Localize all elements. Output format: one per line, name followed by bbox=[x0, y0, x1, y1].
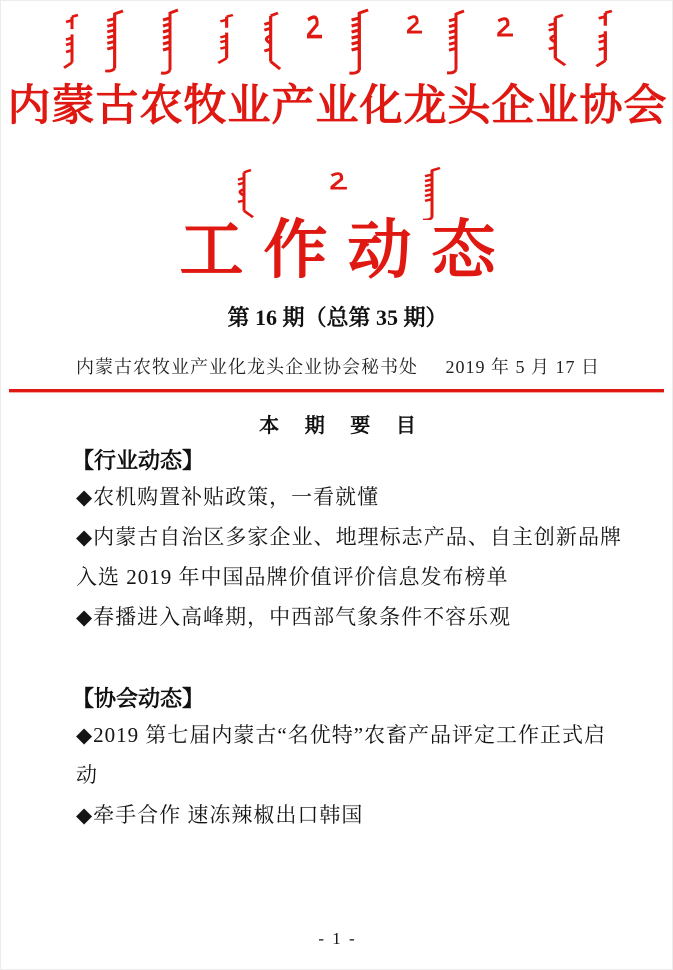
mongolian-word-glyph bbox=[597, 11, 612, 66]
mongolian-script-row-icon bbox=[1, 7, 673, 75]
toc-item: ◆春播进入高峰期，中西部气象条件不容乐观 bbox=[76, 605, 512, 629]
mongolian-word-glyph bbox=[349, 10, 368, 73]
section-industry-news bbox=[72, 445, 622, 637]
publisher-name: 内蒙古农牧业产业化龙头企业协会秘书处 bbox=[76, 357, 418, 377]
mongolian-script-header bbox=[1, 7, 673, 75]
toc-item: ◆牵手合作 速冻辣椒出口韩国 bbox=[76, 803, 364, 827]
issue-number: 第 16 期（总第 35 期） bbox=[227, 305, 448, 330]
toc-item: ◆2019 第七届内蒙古“名优特”农畜产品评定工作正式启动 bbox=[76, 723, 607, 787]
section-title: 【协会动态】 bbox=[72, 686, 205, 711]
organization-title: 内蒙古农牧业产业化龙头企业协会 bbox=[7, 83, 668, 130]
mongolian-word-glyph bbox=[161, 10, 178, 73]
toc-heading: 本 期 要 目 bbox=[259, 415, 426, 437]
toc-body bbox=[72, 445, 622, 835]
mongolian-word-glyph bbox=[264, 13, 280, 69]
mongolian-word-glyph bbox=[407, 17, 422, 32]
toc-item: ◆农机购置补贴政策，一看就懂 bbox=[76, 485, 380, 509]
mongolian-word-glyph bbox=[218, 15, 233, 63]
publish-date: 2019 年 5 月 17 日 bbox=[445, 357, 600, 377]
bulletin-title: 工作动态 bbox=[179, 215, 516, 286]
mongolian-word-glyph bbox=[549, 15, 566, 65]
mongolian-word-glyph bbox=[497, 19, 513, 35]
mongolian-word-glyph bbox=[64, 15, 78, 68]
mongolian-word-glyph bbox=[307, 17, 322, 36]
red-divider-rule bbox=[9, 389, 664, 393]
page-number: - 1 - bbox=[318, 929, 357, 948]
toc-item: ◆内蒙古自治区多家企业、地理标志产品、自主创新品牌入选 2019 年中国品牌价值评价信息发布榜单 bbox=[76, 525, 622, 589]
publisher-row bbox=[76, 353, 600, 379]
mongolian-word-glyph bbox=[447, 11, 464, 73]
mongolian-word-glyph bbox=[105, 11, 123, 71]
section-title: 【行业动态】 bbox=[72, 448, 205, 473]
mongolian-word-glyph bbox=[330, 174, 347, 189]
section-association-news bbox=[72, 683, 622, 835]
